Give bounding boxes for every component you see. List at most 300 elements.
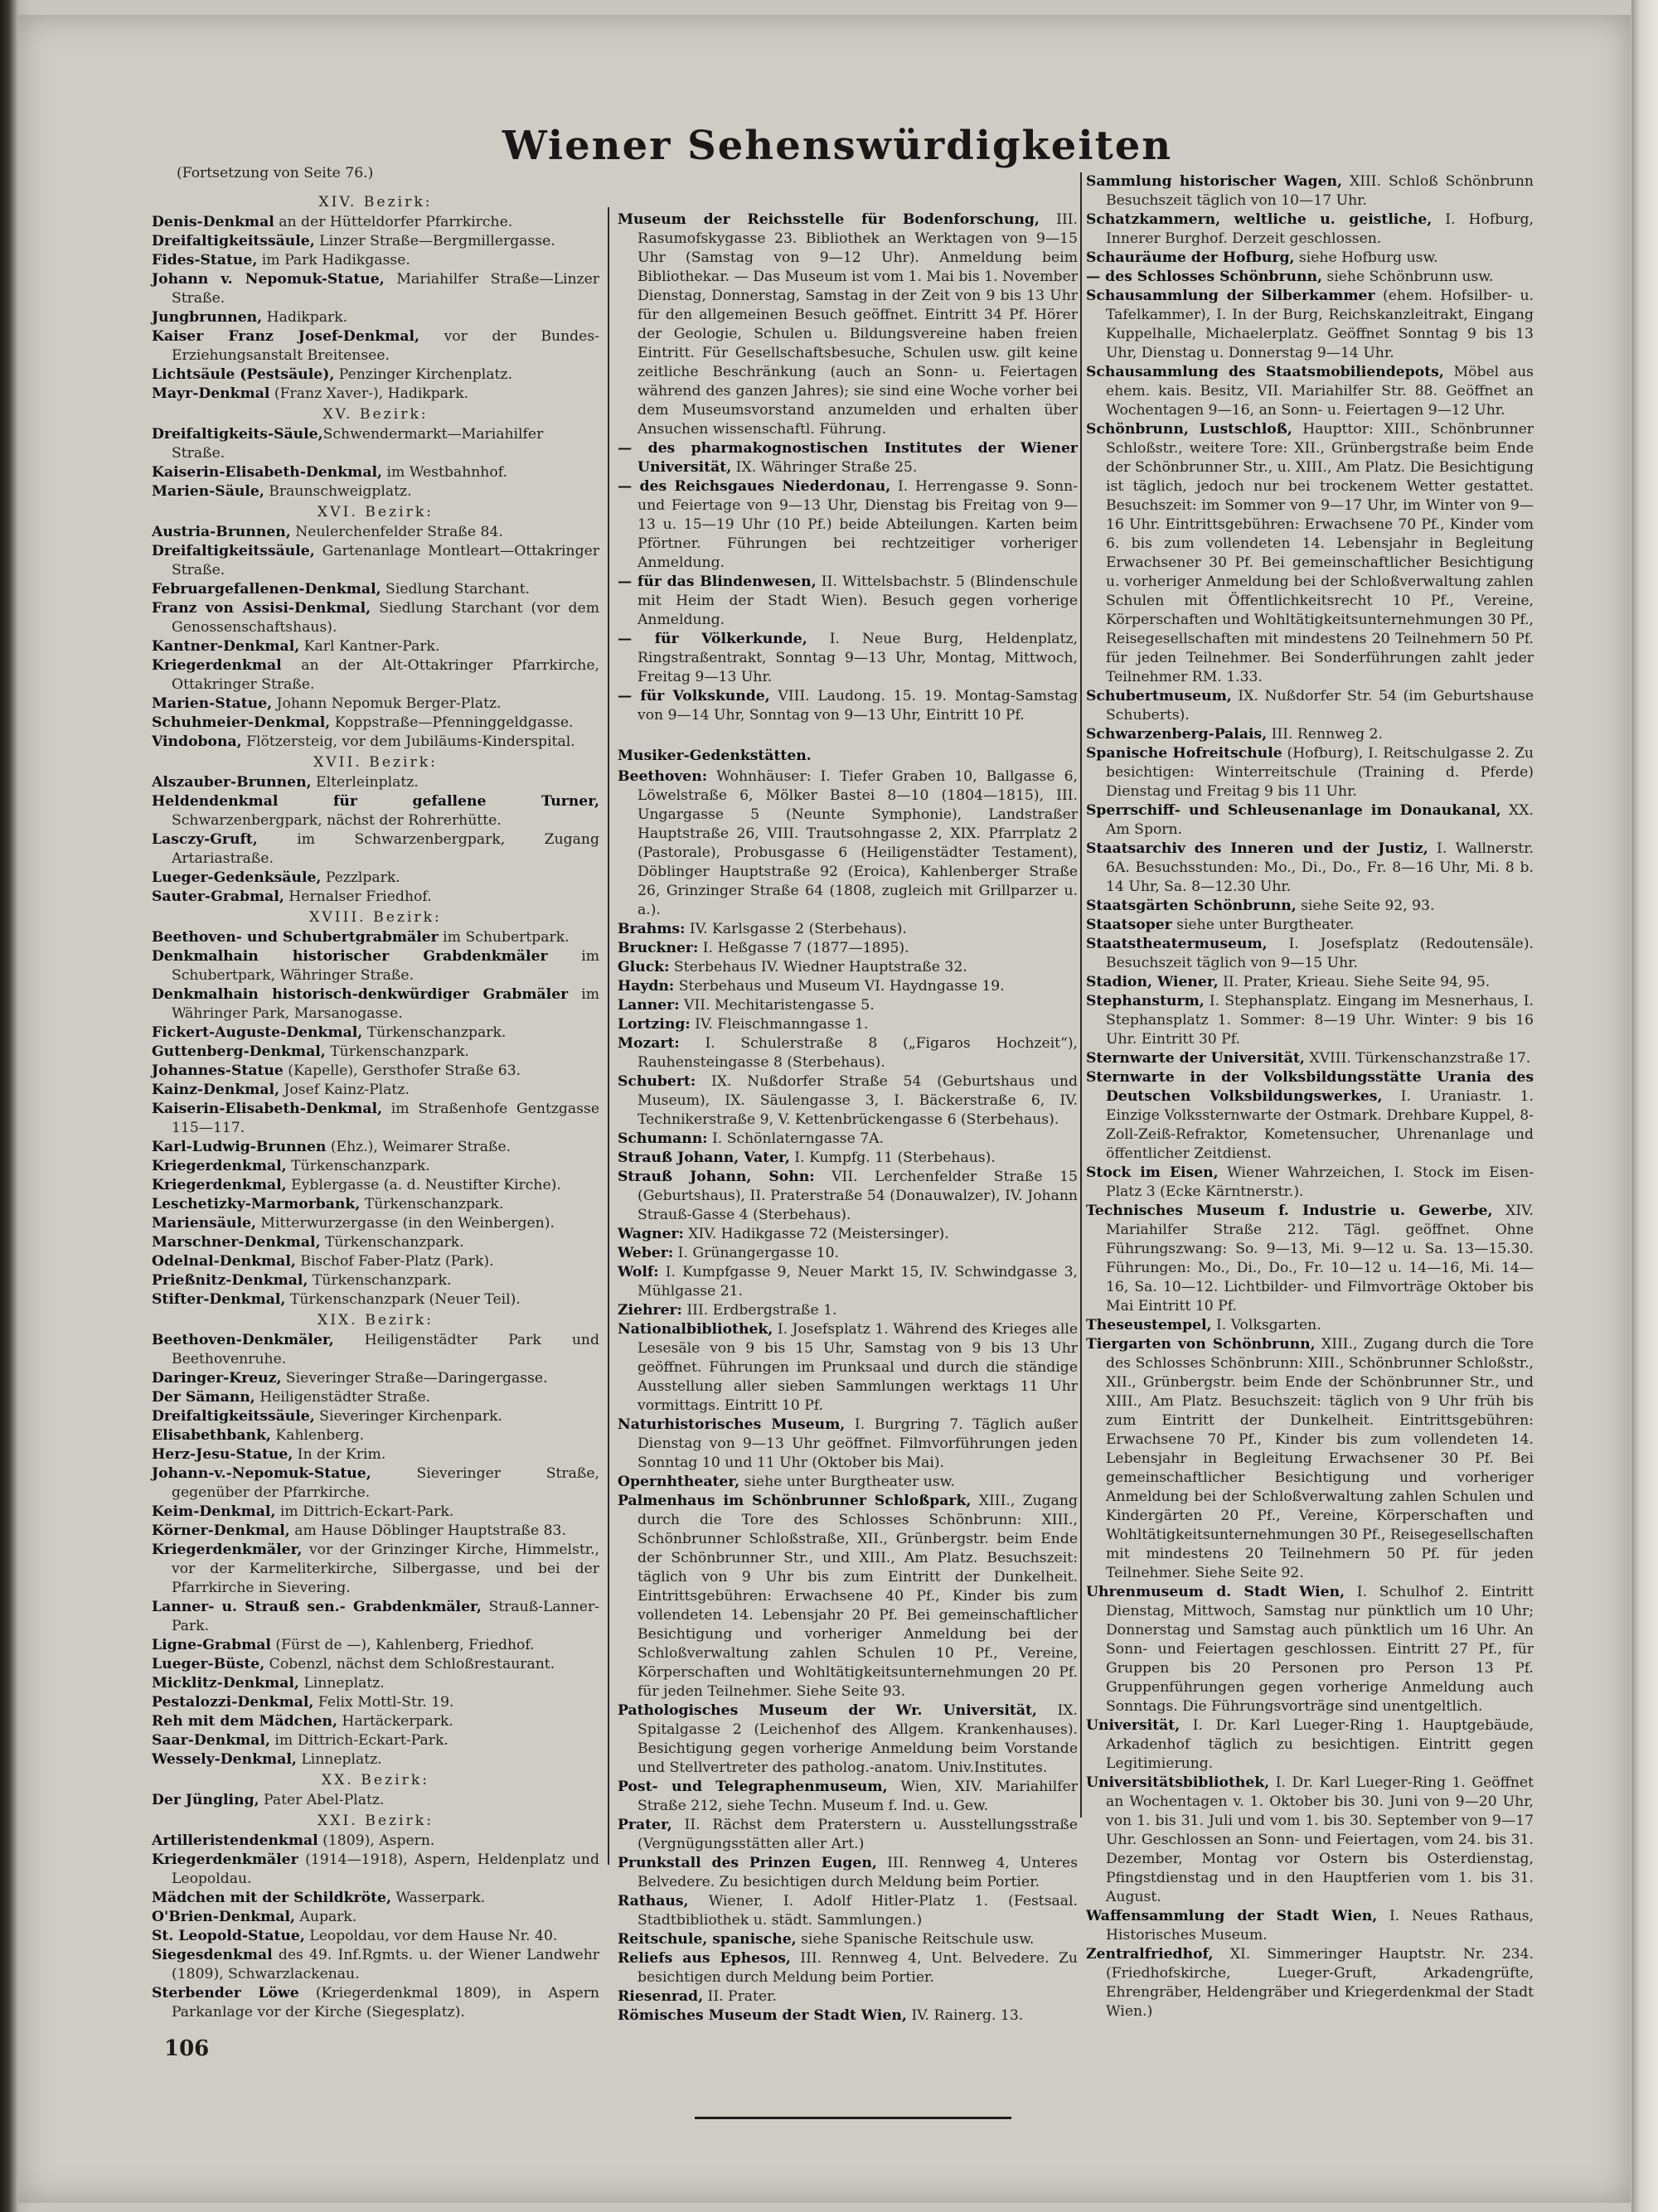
entry-text: Eyblergasse (a. d. Neustifter Kirche). xyxy=(286,1177,561,1193)
entry-name: Elisabethbank, xyxy=(152,1427,271,1444)
listing-entry xyxy=(152,888,599,907)
entry-name: Artilleristendenkmal xyxy=(152,1832,318,1849)
entry-text: VII. Lerchenfelder Straße 15 (Geburtshaus), II. Praterstraße 54 (Donauwalzer), IV. Johann Strauß-Gasse 4 (Sterbehaus). xyxy=(638,1169,1078,1223)
entry-name: Franz von Assisi-Denkmal, xyxy=(152,600,371,617)
entry-name: Denis-Denkmal xyxy=(152,214,274,230)
entry-name: Mädchen mit der Schildkröte, xyxy=(152,1890,391,1906)
entry-name: Theseustempel, xyxy=(1086,1317,1212,1333)
entry-text: I. Hofburg, Innerer Burghof. Derzeit geschlossen. xyxy=(1106,211,1534,247)
page-title: Wiener Sehenswürdigkeiten xyxy=(502,123,1173,169)
listing-entry xyxy=(152,1043,599,1062)
listing-entry xyxy=(1086,1335,1534,1583)
entry-text: Türkenschanzpark. xyxy=(362,1024,507,1041)
end-rule xyxy=(695,2117,1011,2119)
entry-text: Sieveringer Straße, gegenüber der Pfarrkirche. xyxy=(172,1465,599,1501)
entry-name: Schausammlung des Staatsmobiliendepots, xyxy=(1086,364,1444,380)
entry-text: Linneplatz. xyxy=(296,1751,382,1768)
entry-text: Türkenschanzpark. xyxy=(286,1158,430,1174)
entry-name: Marschner-Denkmal, xyxy=(152,1234,321,1251)
entry-name: Kaiserin-Elisabeth-Denkmal, xyxy=(152,1101,383,1117)
entry-name: — des Schlosses Schönbrunn, xyxy=(1086,269,1322,285)
entry-text: I. Burgring 7. Täglich außer Dienstag von 9—13 Uhr geöffnet. Filmvorführungen jeden Sonntag 10 und 11 Uhr (Oktober bis Mai). xyxy=(638,1416,1079,1471)
entry-text: Wasserpark. xyxy=(390,1890,486,1906)
entry-name: Dreifaltigkeits-Säule, xyxy=(152,426,323,443)
district-heading: XX. Bezirk: xyxy=(321,1772,430,1788)
listing-entry xyxy=(1086,363,1534,420)
entry-text: Haupttor: XIII., Schönbrunner Schloßstr., weitere Tore: XII., Grünbergstraße beim Ende der Schönbrunner Str., u. XIII., Am Platz. Die Besichtigung ist täglich, jedoch nur bei trockenem Wetter gestattet. Besuchszeit: im Sommer von 9—17 Uhr, im Winter von 9—16 Uhr. Eintrittsgebühren: Erwachsene 70 Pf., Kinder vom 6. bis zum vollendeten 14. Lebensjahr in Begleitung Erwachsener 30 Pf. Bei gemeinschaftlicher Besichtigung u. vorheriger Anmeldung bei der Schloßverwaltung zahlen Schulen mit Öffentlichkeitsrecht 10 Pf., Vereine, Körperschaften und Wohltätigkeitsunternehmungen 30 Pf., Reisegesellschaften mit mindestens 20 Teilnehmern 50 Pf. für jeden Teilnehmer. Bei Sonderführungen zahlt jeder Teilnehmer RM. 1.33. xyxy=(1106,421,1534,685)
listing-entry xyxy=(618,1015,1078,1034)
entry-text: I. Kumpfgasse 9, Neuer Markt 15, IV. Schwindgasse 3, Mühlgasse 21. xyxy=(638,1264,1078,1300)
entry-name: Schausammlung der Silberkammer xyxy=(1086,288,1375,304)
listing-entry xyxy=(618,630,1078,687)
entry-text: III. Rasumofskygasse 23. Bibliothek an Werktagen von 9—15 Uhr (Samstag von 9—12 Uhr). Anmeldung beim Bibliothekar. — Das Museum ist vom 1. Mai bis 1. November Dienstag, Donnerstag, Samstag in der Zeit von 9 bis 13 Uhr für den allgemeinen Besuch geöffnet. Eintritt 34 Pf. Hörer der Geologie, Schulen u. Bildungsvereine haben freien Eintritt. Für Gesellschaftsbesuche, Schulen usw. gilt keine zeitliche Beschränkung (auch an Sonn- u. Feiertagen während des ganzen Jahres); sie sind eine Woche vorher bei dem Museumsvorstand anzumelden und erhalten über Ansuchen wissenschaftl. Führung. xyxy=(638,211,1079,438)
listing-entry xyxy=(152,523,599,542)
listing-entry xyxy=(1086,1164,1534,1202)
listing-entry xyxy=(152,1674,599,1693)
entry-name: Leschetizky-Marmorbank, xyxy=(152,1196,361,1212)
listing-entry xyxy=(152,1369,599,1388)
listing-entry xyxy=(1086,725,1534,744)
entry-text: Schwarzenbergpark, nächst der Rohrerhütte. xyxy=(172,812,502,829)
entry-name: Mayr-Denkmal xyxy=(152,385,270,402)
entry-name: Kriegerdenkmal, xyxy=(152,1177,287,1193)
entry-text: II. Prater, Krieau. Siehe Seite 94, 95. xyxy=(1218,974,1491,990)
listing-entry xyxy=(152,1655,599,1674)
entry-text: I. Schulhof 2. Eintritt Dienstag, Mittwoch, Samstag nur pünktlich um 10 Uhr; Donnerstag und Samstag auch pünktlich um 16 Uhr. An Sonn- und Feiertagen geschlossen. Eintritt 27 Pf., für Gruppen bis 20 Personen pro Person 13 Pf. Gruppenführungen gegen vorherige Anmeldung auch Sonntags. Die Führungsvorträge sind unentgeltlich. xyxy=(1106,1584,1534,1715)
listing-entry xyxy=(152,1445,599,1464)
entry-name: Lasczy-Gruft, xyxy=(152,831,258,848)
entry-name: Wolf: xyxy=(618,1264,659,1280)
entry-text: siehe unter Burgtheater. xyxy=(1171,917,1355,933)
entry-name: Staatsoper xyxy=(1086,917,1172,933)
entry-text: I. Schönlaterngasse 7A. xyxy=(707,1130,885,1147)
entry-text: I. Josefsplatz 1. Während des Krieges alle Lesesäle von 9 bis 15 Uhr, Samstag von 9 bis 13 Uhr geöffnet. Führungen im Prunksaal und durch die ständige Ausstellung aller sieben Sammlungen werktags 11 Uhr vormittags. Eintritt 10 Pf. xyxy=(638,1321,1078,1414)
district-heading: XV. Bezirk: xyxy=(322,406,429,423)
entry-text: im Schubertpark, Währinger Straße. xyxy=(172,948,599,984)
listing-entry xyxy=(618,1034,1078,1072)
entry-name: Zentralfriedhof, xyxy=(1086,1946,1214,1963)
entry-name: Beethoven-Denkmäler, xyxy=(152,1332,334,1348)
entry-name: Schauräume der Hofburg, xyxy=(1086,249,1295,266)
entry-text: Linzer Straße—Bergmillergasse. xyxy=(314,233,555,249)
entry-name: Dreifaltigkeitssäule, xyxy=(152,1408,315,1425)
entry-name: — für Volkskunde, xyxy=(618,688,770,704)
listing-entry xyxy=(1086,916,1534,935)
entry-text: II. Prater. xyxy=(703,1988,777,2005)
listing-entry xyxy=(618,1320,1078,1416)
listing-entry xyxy=(152,714,599,733)
entry-name: Reliefs aus Ephesos, xyxy=(618,1950,791,1967)
entry-name: Strauß Johann, Sohn: xyxy=(618,1169,815,1185)
listing-entry xyxy=(618,920,1078,939)
listing-entry xyxy=(618,1492,1078,1701)
entry-text: Pezzlpark. xyxy=(321,869,400,886)
listing-entry xyxy=(152,463,599,482)
entry-name: Marien-Säule, xyxy=(152,483,264,500)
listing-entry xyxy=(618,1130,1078,1149)
entry-name: Post- und Telegraphenmuseum, xyxy=(618,1779,888,1795)
entry-name: Mozart: xyxy=(618,1035,680,1052)
entry-name: Pestalozzi-Denkmal, xyxy=(152,1694,314,1711)
entry-name: Vindobona, xyxy=(152,733,242,750)
entry-text: I. Uraniastr. 1. Einzige Volkssternwarte der Ostmark. Drehbare Kuppel, 8-Zoll-Zeiß-Refraktor, Kometensucher, Uhrenanlage und öffentlicher Zeitdienst. xyxy=(1106,1088,1534,1162)
entry-text: Türkenschanzpark. xyxy=(325,1043,469,1060)
entry-text: Felix Mottl-Str. 19. xyxy=(313,1694,454,1711)
listing-entry xyxy=(152,637,599,656)
entry-text: Linneplatz. xyxy=(298,1675,385,1692)
entry-name: Jungbrunnen, xyxy=(152,309,263,326)
listing-entry xyxy=(152,773,599,792)
entry-text: I. Dr. Karl Lueger-Ring 1. Geöffnet an Wochentagen v. 1. Oktober bis 30. Juni von 9—20 Uhr, von 1. bis 31. Juli und vom 1. bis 30. September von 9—17 Uhr. Geschlossen an Sonn- und Feiertagen, vom 24. bis 31. Dezember, Montag vor Ostern bis Osterdienstag, Pfingstdienstag und in den Hauptferien vom 1. bis 31. August. xyxy=(1106,1774,1534,1905)
entry-name: Sauter-Grabmal, xyxy=(152,888,284,905)
listing-entry xyxy=(618,439,1078,477)
listing-entry xyxy=(1086,973,1534,992)
entry-text: Wiener Wahrzeichen, I. Stock im Eisen-Platz 3 (Ecke Kärntnerstr.). xyxy=(1106,1164,1534,1200)
listing-entry xyxy=(1086,801,1534,840)
entry-text: VII. Mechitaristengasse 5. xyxy=(679,997,875,1014)
entry-name: Heldendenkmal für gefallene Turner, xyxy=(152,793,599,810)
entry-name: Fides-Statue, xyxy=(152,252,258,269)
listing-entry xyxy=(152,1946,599,1984)
page-edge xyxy=(1631,0,1658,2212)
district-heading: XIV. Bezirk: xyxy=(318,194,433,211)
listing-entry xyxy=(152,1750,599,1769)
entry-name: Waffensammlung der Stadt Wien, xyxy=(1086,1908,1378,1924)
listing-entry xyxy=(152,1157,599,1176)
entry-name: Museum der Reichsstelle für Bodenforschung, xyxy=(618,211,1040,228)
entry-text: Strauß-Lanner-Park. xyxy=(172,1599,599,1634)
entry-text: am Hause Döblinger Hauptstraße 83. xyxy=(289,1522,566,1539)
listing-entry xyxy=(618,1987,1078,2006)
entry-text: IV. Fleischmanngasse 1. xyxy=(690,1016,869,1033)
entry-text: Leopoldau, vor dem Hause Nr. 40. xyxy=(304,1928,558,1944)
entry-text: I. Kumpfg. 11 (Sterbehaus). xyxy=(789,1150,996,1166)
entry-text: des 49. Inf.Rgmts. u. der Wiener Landwehr (1809), Schwarzlackenau. xyxy=(172,1947,599,1982)
listing-entry xyxy=(152,1214,599,1233)
entry-name: Schubert: xyxy=(618,1073,696,1090)
entry-text: Siedlung Starchant. xyxy=(381,581,531,598)
entry-text: siehe unter Burgtheater usw. xyxy=(739,1474,955,1490)
listing-entry xyxy=(1086,1068,1534,1164)
entry-text: XIII., Zugang durch die Tore des Schlosses Schönbrunn: XIII., Schönbrunner Schloßstr., XII., Grünbergstr. beim Ende der Schönbrunner Str., und XIII., Am Platz. Besuchszeit: täglich von 9 Uhr früh bis zum Eintritt der Dunkelheit. Eintrittsgebühren: Erwachsene 70 Pf., Kinder bis zum vollendeten 14. Lebensjahr in Begleitung Erwachsener 30 Pf. Bei gemeinschaftlicher Besichtigung und vorheriger Anmeldung bei der Schloßverwaltung zahlen Schulen und Kindergärten 20 Pf., Vereine, Körperschaften und Wohltätigkeitsunternehmungen 30 Pf., Reisegesellschaften mit mindestens 20 Teilnehmern 50 Pf. für jeden Teilnehmer. Siehe Seite 92. xyxy=(1106,1336,1534,1581)
entry-text: im Straßenhofe Gentzgasse 115—117. xyxy=(172,1101,599,1136)
entry-text: XIV. Hadikgasse 72 (Meistersinger). xyxy=(683,1226,949,1242)
listing-entry xyxy=(152,1503,599,1522)
listing-entry xyxy=(618,573,1078,630)
entry-name: Staatsgärten Schönbrunn, xyxy=(1086,898,1297,914)
entry-name: Odelnal-Denkmal, xyxy=(152,1253,296,1270)
entry-text: I. Neue Burg, Heldenplatz, Ringstraßentrakt, Sonntag 9—13 Uhr, Montag, Mittwoch, Freitag 9—13 Uhr. xyxy=(638,631,1078,685)
listing-entry xyxy=(618,477,1078,573)
entry-text: I. Schulerstraße 8 („Figaros Hochzeit“), Rauhensteingasse 8 (Sterbehaus). xyxy=(638,1035,1078,1071)
entry-text: Koppstraße—Pfenninggeldgasse. xyxy=(330,714,574,731)
entry-name: Reitschule, spanische, xyxy=(618,1931,797,1948)
entry-name: Der Sämann, xyxy=(152,1389,255,1406)
listing-entry xyxy=(618,1949,1078,1987)
listing-entry xyxy=(152,327,599,365)
entry-name: Micklitz-Denkmal, xyxy=(152,1675,299,1692)
entry-text: im Westbahnhof. xyxy=(382,464,507,481)
column-3 xyxy=(1086,172,1534,2021)
listing-entry xyxy=(618,1168,1078,1225)
listing-entry xyxy=(1086,935,1534,973)
entry-name: Kriegerdenkmäler, xyxy=(152,1542,303,1558)
entry-text: Sterbehaus und Museum VI. Haydngasse 19. xyxy=(674,978,1005,995)
listing-entry xyxy=(1086,1945,1534,2021)
entry-text: I. Heßgasse 7 (1877—1895). xyxy=(698,940,909,956)
entry-text: I. Volksgarten. xyxy=(1211,1317,1321,1333)
entry-name: Universität, xyxy=(1086,1717,1180,1734)
entry-name: Saar-Denkmal, xyxy=(152,1732,270,1749)
entry-text: an der Alt-Ottakringer Pfarrkirche, Ottakringer Straße. xyxy=(172,657,599,693)
entry-name: Sammlung historischer Wagen, xyxy=(1086,173,1343,190)
entry-name: Naturhistorisches Museum, xyxy=(618,1416,846,1433)
entry-name: Bruckner: xyxy=(618,940,699,956)
entry-name: Stephansturm, xyxy=(1086,993,1205,1009)
listing-entry xyxy=(152,1712,599,1731)
entry-text: II. Rächst dem Praterstern u. Ausstellungsstraße (Vergnügungsstätten aller Art.) xyxy=(638,1817,1078,1852)
listing-entry xyxy=(152,425,599,463)
district-heading: XVII. Bezirk: xyxy=(313,754,438,771)
entry-name: Pathologisches Museum der Wr. Universität, xyxy=(618,1702,1037,1719)
entry-text: Elterleinplatz. xyxy=(311,774,419,791)
section-heading: Musiker-Gedenkstätten. xyxy=(618,748,812,764)
entry-text: In der Krim. xyxy=(293,1446,386,1463)
page-number: 106 xyxy=(164,2036,210,2061)
entry-text: vor der Bundes-Erziehungsanstalt Breitensee. xyxy=(172,328,599,364)
listing-entry xyxy=(152,1331,599,1369)
entry-name: Februargefallenen-Denkmal, xyxy=(152,581,381,598)
entry-text: Siedlung Starchant (vor dem Genossenschaftshaus). xyxy=(172,600,600,636)
listing-entry xyxy=(618,1930,1078,1949)
entry-name: Kriegerdenkmal, xyxy=(152,1158,287,1174)
entry-name: Lueger-Gedenksäule, xyxy=(152,869,322,886)
entry-name: Keim-Denkmal, xyxy=(152,1503,276,1520)
entry-text: (Fürst de —), Kahlenberg, Friedhof. xyxy=(270,1637,535,1653)
entry-text: (Kriegerdenkmal 1809), in Aspern Parkanlage vor der Kirche (Siegesplatz). xyxy=(172,1985,599,2021)
listing-entry xyxy=(152,1851,599,1889)
entry-text: Möbel aus ehem. kais. Besitz, VII. Mariahilfer Str. 88. Geöffnet an Wochentagen 9—16, an Sonn- u. Feiertagen 9—12 Uhr. xyxy=(1106,364,1534,419)
entry-text: Neulerchenfelder Straße 84. xyxy=(290,524,503,540)
district-heading: XVI. Bezirk: xyxy=(317,504,434,520)
entry-name: St. Leopold-Statue, xyxy=(152,1928,305,1944)
entry-name: — für das Blindenwesen, xyxy=(618,574,817,590)
entry-name: — des pharmakognostischen Institutes der Wiener Universität, xyxy=(618,440,1078,476)
entry-name: Ligne-Grabmal xyxy=(152,1637,271,1653)
entry-text: XIII. Schloß Schönbrunn Besuchszeit täglich von 10—17 Uhr. xyxy=(1106,173,1534,209)
entry-name: Siegesdenkmal xyxy=(152,1947,273,1963)
listing-entry xyxy=(1086,268,1534,287)
entry-name: Kainz-Denkmal, xyxy=(152,1082,280,1098)
entry-name: Daringer-Kreuz, xyxy=(152,1370,282,1387)
entry-name: Prater, xyxy=(618,1817,672,1833)
entry-name: Denkmalhain historischer Grabdenkmäler xyxy=(152,948,548,965)
entry-text: Sterbehaus IV. Wiedner Hauptstraße 32. xyxy=(669,959,967,975)
listing-entry xyxy=(618,687,1078,725)
entry-name: Brahms: xyxy=(618,921,686,937)
entry-text: IX. Währinger Straße 25. xyxy=(731,459,918,476)
listing-entry xyxy=(1086,287,1534,363)
listing-entry xyxy=(618,958,1078,977)
continuation-note: (Fortsetzung von Seite 76.) xyxy=(177,165,374,182)
listing-entry xyxy=(618,1072,1078,1130)
listing-entry xyxy=(152,1636,599,1655)
listing-entry xyxy=(152,213,599,232)
entry-text: im Währinger Park, Marsanogasse. xyxy=(172,986,599,1022)
entry-text: im Schubertpark. xyxy=(438,929,570,946)
entry-text: XX. Am Sporn. xyxy=(1106,802,1534,838)
listing-entry xyxy=(152,1908,599,1927)
listing-entry xyxy=(152,830,599,869)
listing-entry xyxy=(152,1233,599,1252)
listing-entry xyxy=(152,1464,599,1503)
entry-name: Prunkstall des Prinzen Eugen, xyxy=(618,1855,877,1871)
entry-name: O'Brien-Denkmal, xyxy=(152,1909,295,1925)
listing-entry xyxy=(152,695,599,714)
listing-entry xyxy=(152,1832,599,1851)
entry-name: Schumann: xyxy=(618,1130,708,1147)
entry-name: Staatsarchiv des Inneren und der Justiz, xyxy=(1086,840,1428,857)
listing-entry xyxy=(1086,1049,1534,1068)
entry-name: Marien-Statue, xyxy=(152,695,273,712)
entry-text: Türkenschanzpark. xyxy=(320,1234,464,1251)
listing-entry xyxy=(152,1731,599,1750)
entry-name: Kriegerdenkmal xyxy=(152,657,282,674)
entry-text: Penzinger Kirchenplatz. xyxy=(334,366,512,383)
entry-name: Lortzing: xyxy=(618,1016,691,1033)
entry-text: Bischof Faber-Platz (Park). xyxy=(295,1253,494,1270)
entry-name: Kantner-Denkmal, xyxy=(152,638,300,655)
entry-text: Wien, XIV. Mariahilfer Straße 212, siehe Techn. Museum f. Ind. u. Gew. xyxy=(638,1779,1079,1814)
listing-entry xyxy=(618,1301,1078,1320)
entry-text: (Hofburg), I. Reitschulgasse 2. Zu besichtigen: Winterreitschule (Training d. Pferde) Dienstag und Freitag 9 bis 11 Uhr. xyxy=(1106,745,1534,800)
entry-text: I. Herrengasse 9. Sonn- und Feiertage von 9—13 Uhr, Dienstag bis Freitag von 9—13 u. 15—19 Uhr (10 Pf.) beide Abteilungen. Karten beim Pförtner. Führungen bei rechtzeitiger vorheriger Anmeldung. xyxy=(638,478,1079,571)
entry-name: Spanische Hofreitschule xyxy=(1086,745,1282,762)
entry-name: Guttenberg-Denkmal, xyxy=(152,1043,326,1060)
entry-text: (Kapelle), Gersthofer Straße 63. xyxy=(283,1062,521,1079)
listing-entry xyxy=(152,1522,599,1541)
listing-entry xyxy=(618,1778,1078,1816)
entry-text: (1809), Aspern. xyxy=(318,1832,435,1849)
listing-entry xyxy=(1086,992,1534,1049)
entry-text: XIV. Mariahilfer Straße 212. Tägl. geöffnet. Ohne Führungszwang: So. 9—13, Mi. 9—12 u. Sa. 13—15.30. Führungen: Mo., Di., Do., Fr. 10—12 u. 14—16, Mi. 14—16, Sa. 10—12. Lichtbilder- und Filmvorträge Oktober bis Mai Eintritt 10 Pf. xyxy=(1106,1203,1534,1314)
entry-text: Türkenschanzpark. xyxy=(308,1272,452,1289)
listing-entry xyxy=(618,767,1078,920)
listing-entry xyxy=(1086,1774,1534,1907)
listing-entry xyxy=(618,1854,1078,1892)
entry-text: Wiener, I. Adolf Hitler-Platz 1. (Festsaal. Stadtbibliothek u. städt. Sammlungen.) xyxy=(638,1893,1078,1929)
entry-text: XIII., Zugang durch die Tore des Schlosses Schönbrunn: XIII., Schönbrunner Schloßstraße, XII., Grünbergstr. beim Ende der Schönbrunner Str., und XIII., Am Platz. Besuchszeit: täglich von 9 Uhr bis zum Eintritt der Dunkelheit. Eintrittsgebühren: Erwachsene 40 Pf., Kinder bis zum vollendeten 14. Lebensjahr 20 Pf. Bei gemeinschaftlicher Besichtigung und vorheriger Anmeldung bei der Schloßverwaltung zahlen Schulen 10 Pf., Vereine, Körperschaften und Wohltätigkeitsunternehmungen 20 Pf. für jeden Teilnehmer. Siehe Seite 93. xyxy=(638,1493,1078,1700)
entry-text: Wohnhäuser: I. Tiefer Graben 10, Ballgasse 6, Löwelstraße 6, Mölker Bastei 8—10 (1804—1815), III. Ungargasse 5 (Neunte Symphonie), Landstraßer Hauptstraße 26, VIII. Trautsohngasse 2, XIX. Pfarrplatz 2 (Pastorale), Probusgasse 6 (Heiligenstädter Testament), Döblinger Hauptstraße 92 (Eroica), Kahlenberger Straße 26, Grinzinger Straße 64 (1808, zugleich mit Grillparzer u. a.). xyxy=(638,768,1078,918)
entry-name: Johann v. Nepomuk-Statue, xyxy=(152,271,385,288)
entry-text: an der Hütteldorfer Pfarrkirche. xyxy=(274,214,513,230)
listing-entry xyxy=(1086,1202,1534,1316)
listing-entry xyxy=(1086,172,1534,211)
entry-text: II. Wittelsbachstr. 5 (Blindenschule mit Heim der Stadt Wien). Besuch gegen vorherige Anmeldung. xyxy=(638,574,1078,628)
entry-text: Hadikpark. xyxy=(262,309,348,326)
column-rule-left xyxy=(608,207,609,1865)
entry-name: Technisches Museum f. Industrie u. Gewerbe, xyxy=(1086,1203,1493,1219)
listing-entry xyxy=(152,1024,599,1043)
listing-entry xyxy=(152,1984,599,2022)
entry-name: Rathaus, xyxy=(618,1893,689,1909)
entry-name: Sternwarte der Universität, xyxy=(1086,1050,1305,1067)
listing-entry xyxy=(1086,211,1534,249)
entry-text: I. Stephansplatz. Eingang im Mesnerhaus, I. Stephansplatz 1. Sommer: 8—19 Uhr. Winter: 9 bis 16 Uhr. Eintritt 30 Pf. xyxy=(1106,993,1534,1048)
entry-name: Ziehrer: xyxy=(618,1302,682,1319)
entry-text: I. Grünangergasse 10. xyxy=(673,1245,840,1261)
entry-text: XVIII. Türkenschanzstraße 17. xyxy=(1304,1050,1531,1067)
entry-text: Sieveringer Kirchenpark. xyxy=(314,1408,502,1425)
listing-entry xyxy=(152,232,599,251)
entry-name: Mariensäule, xyxy=(152,1215,256,1232)
listing-entry xyxy=(618,211,1078,439)
entry-text: im Dittrich-Eckart-Park. xyxy=(275,1503,454,1520)
entry-text: Josef Kainz-Platz. xyxy=(279,1082,410,1098)
entry-text: (Ehz.), Weimarer Straße. xyxy=(326,1139,511,1155)
entry-name: Kriegerdenkmäler xyxy=(152,1851,298,1868)
entry-name: Uhrenmuseum d. Stadt Wien, xyxy=(1086,1584,1345,1600)
column-rule-right xyxy=(1080,172,1082,1818)
entry-text: (ehem. Hofsilber- u. Tafelkammer), I. In der Burg, Reichskanzleitrakt, Eingang Kuppelhalle, Michaelerplatz. Geöffnet Sonntag 9 bis 13 Uhr, Dienstag u. Donnerstag 9—14 Uhr. xyxy=(1106,288,1534,361)
listing-entry xyxy=(1086,840,1534,897)
entry-name: Reh mit dem Mädchen, xyxy=(152,1713,338,1730)
entry-name: Kaiser Franz Josef-Denkmal, xyxy=(152,328,420,345)
listing-entry xyxy=(152,365,599,385)
entry-name: Palmenhaus im Schönbrunner Schloßpark, xyxy=(618,1493,972,1509)
listing-entry xyxy=(618,1225,1078,1244)
entry-name: Weber: xyxy=(618,1245,674,1261)
listing-entry xyxy=(1086,1716,1534,1774)
entry-text: Cobenzl, nächst dem Schloßrestaurant. xyxy=(264,1656,555,1672)
entry-name: Lichtsäule (Pestsäule), xyxy=(152,366,335,383)
entry-name: Johann-v.-Nepomuk-Statue, xyxy=(152,1465,371,1482)
entry-name: Staatstheatermuseum, xyxy=(1086,936,1268,952)
listing-entry xyxy=(618,1701,1078,1778)
listing-entry xyxy=(1086,420,1534,687)
listing-entry xyxy=(618,1244,1078,1263)
entry-text: Aupark. xyxy=(295,1909,357,1925)
entry-text: I. Josefsplatz (Redoutensäle). Besuchszeit täglich von 9—15 Uhr. xyxy=(1106,936,1534,971)
entry-name: Strauß Johann, Vater, xyxy=(618,1150,790,1166)
entry-text: III. Rennweg 4, Unteres Belvedere. Zu besichtigen durch Meldung beim Portier. xyxy=(638,1855,1079,1890)
listing-entry xyxy=(152,656,599,695)
entry-text: Mitterwurzergasse (in den Weinbergen). xyxy=(255,1215,555,1232)
entry-text: Johann Nepomuk Berger-Platz. xyxy=(272,695,502,712)
entry-name: Dreifaltigkeitssäule, xyxy=(152,233,315,249)
listing-entry xyxy=(152,251,599,270)
listing-entry xyxy=(152,1388,599,1407)
entry-text: I. Dr. Karl Lueger-Ring 1. Hauptgebäude, Arkadenhof täglich zu besichtigen. Eintritt gegen Legitimierung. xyxy=(1106,1717,1534,1772)
entry-text: IV. Rainerg. 13. xyxy=(906,2007,1024,2024)
district-heading: XIX. Bezirk: xyxy=(318,1312,434,1329)
listing-entry xyxy=(1086,1907,1534,1945)
entry-text: Flötzersteig, vor dem Jubiläums-Kinderspital. xyxy=(241,733,575,750)
listing-entry xyxy=(1086,249,1534,268)
entry-text: Sieveringer Straße—Daringergasse. xyxy=(281,1370,548,1387)
listing-entry xyxy=(152,869,599,888)
listing-entry xyxy=(152,1290,599,1309)
listing-entry xyxy=(618,977,1078,996)
listing-entry xyxy=(152,1693,599,1712)
listing-entry xyxy=(152,1176,599,1195)
listing-entry xyxy=(152,1407,599,1426)
listing-entry xyxy=(1086,1583,1534,1716)
entry-name: Sternwarte in der Volksbildungsstätte Urania des Deutschen Volksbildungswerkes, xyxy=(1086,1069,1534,1105)
entry-text: III. Rennweg 4, Unt. Belvedere. Zu besichtigen durch Meldung beim Portier. xyxy=(638,1950,1078,1986)
entry-name: Gluck: xyxy=(618,959,670,975)
entry-name: Denkmalhain historisch-denkwürdiger Grabmäler xyxy=(152,986,569,1003)
